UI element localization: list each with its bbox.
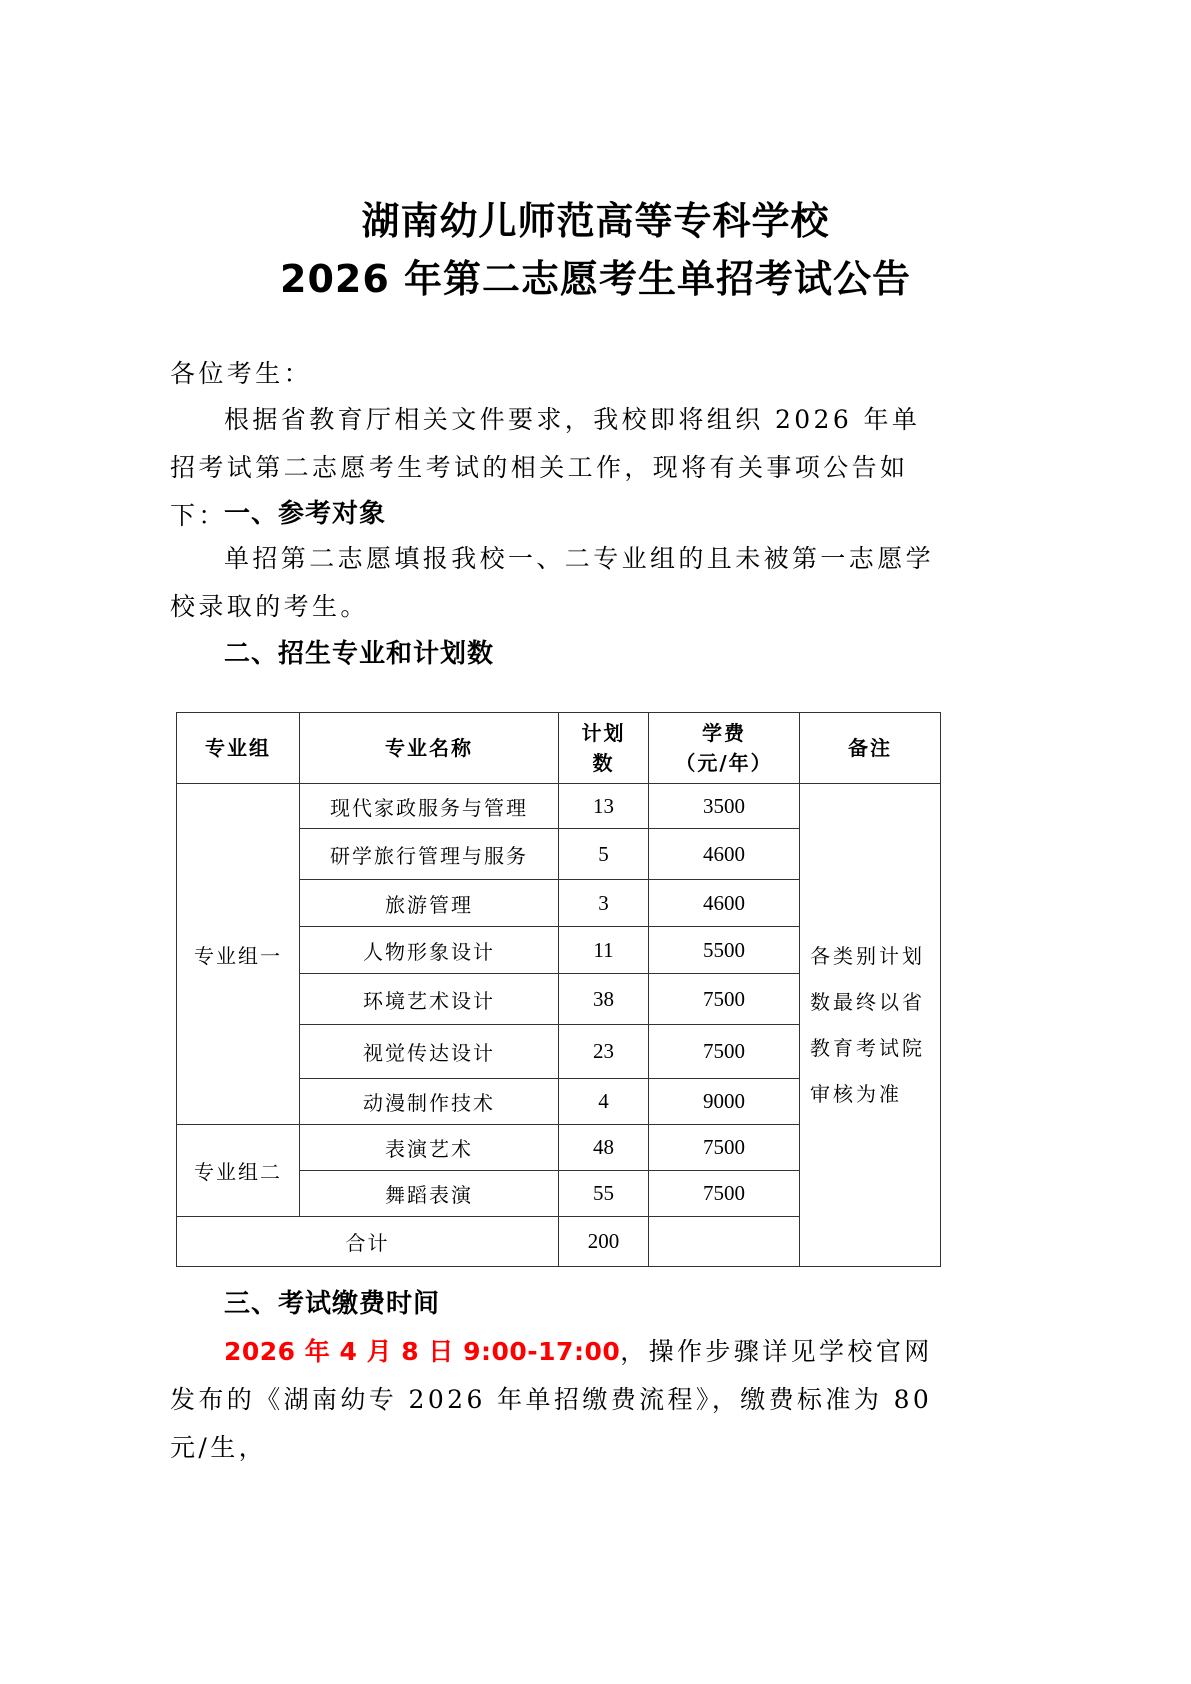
fee-cell: 7500 [649,974,800,1025]
fee-cell: 4600 [649,829,800,880]
fee-cell: 7500 [649,1025,800,1079]
header-group: 专业组 [177,713,300,784]
group-cell: 专业组二 [177,1125,300,1217]
intro-paragraph: 根据省教育厅相关文件要求，我校即将组织 2026 年单招考试第二志愿考生考试的相关工作，现将有关事项公告如下： [170,405,921,530]
total-fee [649,1217,800,1267]
enrollment-plan-table [176,712,941,1267]
table-row [177,784,941,829]
section-3-body [170,1328,945,1472]
header-plan-line1: 计划 [581,721,626,745]
major-cell: 舞蹈表演 [300,1171,559,1217]
header-note: 备注 [800,713,941,784]
plan-cell: 3 [559,880,649,927]
plan-cell: 48 [559,1125,649,1171]
plan-cell: 5 [559,829,649,880]
header-fee [649,713,800,784]
plan-cell: 38 [559,974,649,1025]
section-1-body: 单招第二志愿填报我校一、二专业组的且未被第一志愿学校录取的考生。 [170,544,935,621]
fee-cell: 4600 [649,880,800,927]
header-fee-line2: （元/年） [675,751,773,775]
total-plan: 200 [559,1217,649,1267]
document-title-line2: 2026 年第二志愿考生单招考试公告 [280,257,911,301]
header-plan [559,713,649,784]
plan-cell: 55 [559,1171,649,1217]
fee-cell: 5500 [649,927,800,974]
salutation: 各位考生： [170,359,313,388]
note-line: 数最终以省 [810,990,925,1014]
major-cell: 表演艺术 [300,1125,559,1171]
note-line: 教育考试院 [810,1036,925,1060]
note-line: 各类别计划 [810,944,925,968]
major-cell: 研学旅行管理与服务 [300,829,559,880]
plan-cell: 4 [559,1079,649,1125]
plan-cell: 11 [559,927,649,974]
fee-cell: 3500 [649,784,800,829]
header-plan-line2: 数 [592,751,615,775]
group-cell: 专业组一 [177,784,300,1125]
major-cell: 旅游管理 [300,880,559,927]
section-3-body-text: ，操作步骤详见学校官网发布的《湖南幼专 2026 年单招缴费流程》，缴费标准为 80 元/生， [170,1337,933,1462]
major-cell: 动漫制作技术 [300,1079,559,1125]
fee-cell: 9000 [649,1079,800,1125]
section-1-heading: 一、参考对象 [224,499,387,529]
major-cell: 现代家政服务与管理 [300,784,559,829]
header-fee-line1: 学费 [702,721,746,745]
total-label: 合计 [177,1217,559,1267]
major-cell: 人物形象设计 [300,927,559,974]
note-cell [800,784,941,1267]
header-major: 专业名称 [300,713,559,784]
exam-payment-time: 2026 年 4 月 8 日 9:00-17:00 [224,1337,621,1366]
plan-cell: 13 [559,784,649,829]
section-2-heading: 二、招生专业和计划数 [224,639,495,669]
major-cell: 环境艺术设计 [300,974,559,1025]
table-header-row [177,713,941,784]
document-title-line1: 湖南幼儿师范高等专科学校 [361,199,830,243]
major-cell: 视觉传达设计 [300,1025,559,1079]
plan-cell: 23 [559,1025,649,1079]
fee-cell: 7500 [649,1125,800,1171]
section-3-heading: 三、考试缴费时间 [224,1289,441,1319]
note-line: 审核为准 [810,1082,902,1106]
fee-cell: 7500 [649,1171,800,1217]
